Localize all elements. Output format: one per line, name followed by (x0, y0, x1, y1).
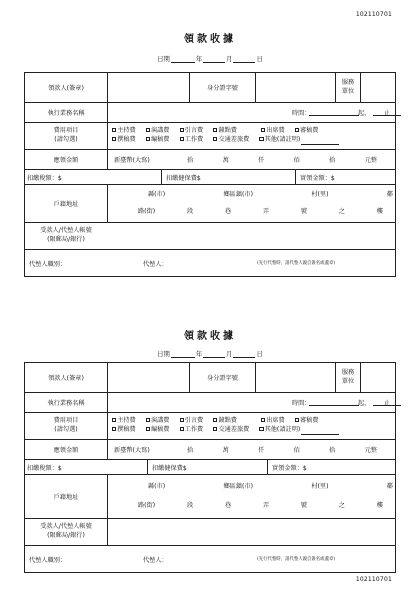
fee-option-hourly[interactable]: 鐘點費 (213, 417, 237, 426)
addr-county: 縣(市) (148, 482, 166, 490)
amount-currency: 新臺幣(大寫) (114, 157, 150, 164)
bank-account-label: 受款人/代墊人帳號 (40, 523, 92, 531)
health-premium-label: 扣繳健保費$ (166, 174, 201, 182)
year-label: 年 (195, 56, 203, 63)
unit-ten-thousand-ten: 拾 (187, 157, 194, 164)
addr-floor: 樓 (376, 501, 383, 509)
proxy-note: (先行代墊時，請代墊人親自簽名或蓋章) (257, 261, 336, 266)
fee-option-other[interactable]: 其他(請註明) (259, 136, 340, 145)
fee-label: 費用項目 (53, 417, 79, 425)
bank-account-field[interactable] (107, 223, 395, 249)
unit-yuan: 元整 (364, 157, 377, 164)
payee-signature-field[interactable] (107, 363, 189, 392)
checkbox-icon (180, 128, 184, 132)
service-unit-field[interactable] (360, 363, 395, 392)
unit-hundred: 佰 (293, 447, 300, 454)
fee-option-work[interactable]: 工作費 (180, 136, 204, 145)
year-field[interactable] (171, 56, 195, 63)
day-label: 日 (256, 56, 263, 63)
health-premium-label: 扣繳健保費$ (152, 464, 187, 472)
unit-ten-thousand: 萬 (222, 157, 229, 164)
fee-option-attendance[interactable]: 出席費 (261, 417, 285, 426)
fee-sublabel: (請勾選) (54, 426, 78, 433)
other-specify-field[interactable] (301, 428, 339, 435)
fee-option-speech[interactable]: 演講費 (146, 127, 170, 136)
year-field[interactable] (171, 351, 195, 358)
receipt-title-2: 領款收據 (184, 331, 236, 342)
addr-section: 段 (186, 207, 194, 215)
checkbox-icon (261, 418, 265, 422)
receipt-title: 領款收據 (184, 34, 236, 45)
checkbox-icon (112, 427, 116, 431)
addr-road: 路(街) (138, 501, 156, 509)
amount-currency: 新臺幣(大寫) (114, 447, 150, 454)
month-label: 月 (226, 56, 233, 63)
address-field[interactable] (107, 185, 395, 222)
fee-option-travel[interactable]: 交通差旅費 (213, 426, 249, 435)
fee-option-intro[interactable]: 引言費 (180, 127, 204, 136)
checkbox-icon (295, 418, 299, 422)
checkbox-icon (180, 427, 184, 431)
checkbox-icon (180, 418, 184, 422)
date-line-2 (0, 349, 420, 358)
addr-of: 之 (338, 207, 345, 215)
addr-section: 段 (186, 501, 194, 509)
day-label: 日 (256, 351, 263, 358)
address-field[interactable] (107, 475, 395, 518)
fee-sublabel: (請勾選) (54, 136, 78, 143)
amount-field[interactable] (107, 150, 395, 169)
checkbox-icon (146, 418, 150, 422)
service-unit-field[interactable] (360, 73, 395, 102)
month-label: 月 (226, 351, 233, 358)
checkbox-icon (295, 128, 299, 132)
fee-option-host[interactable]: 主持費 (112, 417, 136, 426)
addr-township: 鄉區鎮(市) (223, 482, 254, 490)
fee-option-review[interactable]: 審稿費 (295, 417, 319, 426)
tax-withheld-label: 扣繳稅額：$ (27, 464, 62, 472)
checkbox-icon (213, 137, 217, 141)
tax-withheld-label: 扣繳稅額：$ (27, 174, 62, 182)
addr-number: 號 (300, 501, 308, 509)
fee-option-writing[interactable]: 撰稿費 (112, 136, 136, 145)
time-to-label: 止 (383, 400, 390, 407)
fee-option-review[interactable]: 審稿費 (295, 127, 319, 136)
fee-option-speech[interactable]: 演講費 (146, 417, 170, 426)
fee-option-intro[interactable]: 引言費 (180, 417, 204, 426)
amount-label: 應領金額 (53, 157, 79, 164)
unit-ten-thousand-ten: 拾 (187, 447, 194, 454)
form-code-top: 102110701 (355, 11, 392, 18)
id-number-field[interactable] (255, 73, 335, 102)
fee-label: 費用項目 (53, 127, 79, 135)
addr-of: 之 (338, 501, 345, 509)
year-label: 年 (195, 351, 203, 358)
bank-account-field[interactable] (107, 519, 395, 545)
time-from-label: 起， (358, 400, 371, 407)
checkbox-icon (261, 128, 265, 132)
proxy-title-label: 代墊人職別： (29, 556, 67, 564)
checkbox-icon (146, 128, 150, 132)
month-field[interactable] (203, 56, 225, 63)
addr-county: 縣(市) (148, 190, 166, 198)
form-code-bottom: 102110701 (355, 576, 392, 583)
address-label: 戶籍地址 (53, 201, 79, 208)
checkbox-icon (112, 137, 116, 141)
addr-neighborhood: 鄰 (386, 482, 393, 490)
fee-option-editing[interactable]: 編稿費 (146, 426, 170, 435)
unit-hundred: 佰 (293, 157, 300, 164)
checkbox-icon (213, 427, 217, 431)
amount-field[interactable] (107, 440, 395, 459)
unit-thousand: 仟 (258, 447, 265, 454)
date-line (0, 54, 420, 63)
addr-neighborhood: 鄰 (386, 190, 393, 198)
checkbox-icon (112, 128, 116, 132)
fee-option-host[interactable]: 主持費 (112, 127, 136, 136)
checkbox-icon (180, 137, 184, 141)
checkbox-icon (146, 137, 150, 141)
payee-label: 領款人(簽章) (48, 375, 84, 382)
addr-floor: 樓 (376, 207, 383, 215)
addr-village: 村(里) (311, 482, 329, 490)
checkbox-icon (146, 427, 150, 431)
id-number-label: 身分證字號 (207, 375, 238, 382)
id-number-label: 身分證字號 (207, 85, 238, 92)
addr-village: 村(里) (311, 190, 329, 198)
day-field[interactable] (233, 56, 255, 63)
unit-ten: 拾 (329, 447, 336, 454)
checkbox-icon (213, 418, 217, 422)
business-name-label: 執行業務名稱 (47, 400, 85, 407)
checkbox-icon (213, 128, 217, 132)
fee-option-other[interactable]: 其他(請註明) (259, 426, 340, 435)
fee-option-attendance[interactable]: 出席費 (261, 127, 285, 136)
checkbox-icon (259, 137, 263, 141)
proxy-label: 代墊人： (143, 556, 168, 564)
business-name-label: 執行業務名稱 (47, 110, 85, 117)
receipt-form-2 (24, 362, 396, 573)
day-field[interactable] (233, 351, 255, 358)
amount-label: 應領金額 (53, 447, 79, 454)
proxy-note: (先行代墊時，請代墊人親自簽名或蓋章) (257, 557, 336, 562)
time-start-field[interactable] (309, 109, 359, 116)
fee-option-editing[interactable]: 編稿費 (146, 136, 170, 145)
payee-signature-field[interactable] (107, 73, 189, 102)
bank-account-sublabel: (限郵局/銀行) (47, 532, 85, 539)
addr-lane: 巷 (224, 501, 232, 509)
service-unit-label: 服務單位 (341, 78, 355, 95)
addr-township: 鄉區鎮(市) (223, 190, 254, 198)
actual-amount-label: 實領金額：$ (300, 174, 335, 182)
actual-amount-label: 實領金額：$ (272, 464, 307, 472)
id-number-field[interactable] (255, 363, 335, 392)
month-field[interactable] (203, 351, 225, 358)
fee-option-work[interactable]: 工作費 (180, 426, 204, 435)
addr-lane: 巷 (224, 207, 232, 215)
time-label: 時間： (292, 400, 311, 407)
proxy-title-label: 代墊人職別： (29, 260, 67, 268)
checkbox-icon (259, 427, 263, 431)
fee-option-hourly[interactable]: 鐘點費 (213, 127, 237, 136)
address-label: 戶籍地址 (53, 494, 79, 501)
date-label: 日期 (157, 56, 170, 63)
date-label: 日期 (157, 351, 170, 358)
proxy-label: 代墊人： (143, 260, 168, 268)
time-from-label: 起， (358, 110, 371, 117)
checkbox-icon (112, 418, 116, 422)
service-unit-label: 服務單位 (341, 368, 355, 385)
addr-road: 路(街) (138, 207, 156, 215)
addr-alley: 弄 (262, 501, 270, 509)
time-label: 時間： (292, 110, 311, 117)
unit-ten-thousand: 萬 (222, 447, 229, 454)
time-to-label: 止 (383, 110, 390, 117)
receipt-form (24, 72, 396, 277)
unit-ten: 拾 (329, 157, 336, 164)
time-start-field[interactable] (309, 399, 359, 406)
unit-thousand: 仟 (258, 157, 265, 164)
bank-account-label: 受款人/代墊人帳號 (40, 227, 92, 235)
payee-label: 領款人(簽章) (48, 85, 84, 92)
bank-account-sublabel: (限郵局/銀行) (47, 236, 85, 243)
other-specify-field[interactable] (301, 138, 339, 145)
addr-number: 號 (300, 207, 308, 215)
unit-yuan: 元整 (364, 447, 377, 454)
fee-option-writing[interactable]: 撰稿費 (112, 426, 136, 435)
fee-option-travel[interactable]: 交通差旅費 (213, 136, 249, 145)
addr-alley: 弄 (262, 207, 270, 215)
